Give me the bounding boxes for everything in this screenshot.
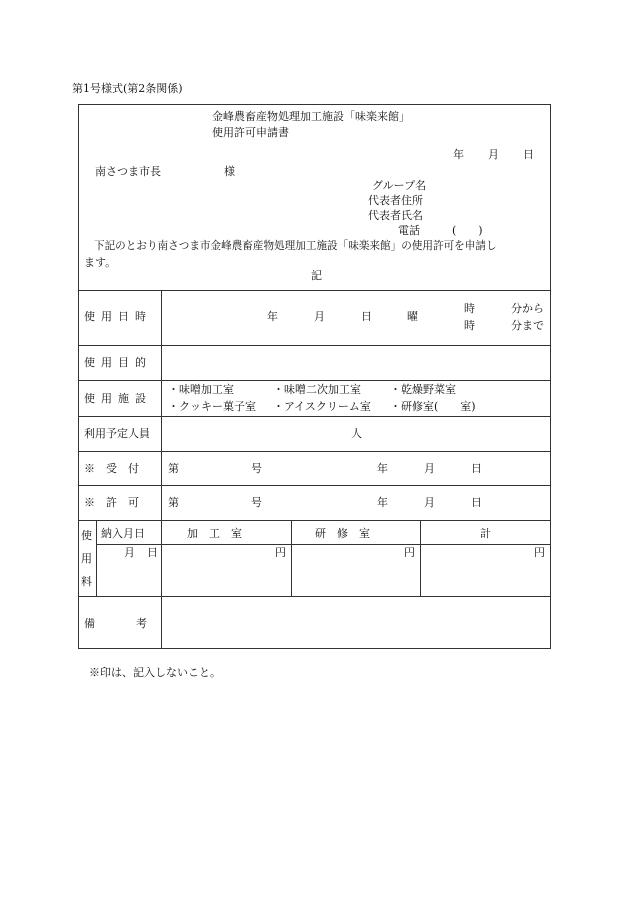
permission-dai: 第 [168, 496, 179, 509]
planned-users-label: 利用予定人員 [84, 427, 150, 440]
total-header: 計 [480, 527, 491, 540]
permission-year: 年 [377, 496, 388, 509]
remarks-field[interactable] [162, 597, 550, 648]
facility-option-cookie[interactable]: ・クッキー菓子室 [168, 400, 256, 413]
fee-side-divider [96, 520, 97, 596]
facility-option-training-room[interactable]: ・研修室( 室) [390, 400, 476, 413]
label-column-divider [161, 290, 162, 649]
training-room-yen[interactable]: 円 [404, 546, 415, 559]
fee-processing-divider [291, 520, 292, 596]
application-body-line1: 下記のとおり南さつま市金峰農畜産物処理加工施設「味楽来館」の使用許可を申請し [94, 240, 497, 252]
fee-side-label-1: 使 [81, 529, 92, 542]
rule-fee-header [96, 544, 551, 545]
addressee: 南さつま市長 [95, 165, 161, 178]
group-name-label: グループ名 [372, 179, 427, 192]
footnote: ※印は、記入しないこと。 [89, 666, 221, 679]
usage-purpose-field[interactable] [162, 346, 550, 379]
rule-under-purpose [78, 380, 551, 381]
application-body-line2: ます。 [84, 256, 117, 269]
form-number: 第1号様式(第2条関係) [72, 82, 183, 95]
phone-parens[interactable]: ( ) [452, 224, 483, 237]
permission-label: ※ 許 可 [84, 496, 139, 509]
rule-under-facility [78, 416, 551, 417]
payment-month[interactable]: 月 [124, 546, 135, 559]
reception-year: 年 [377, 462, 388, 475]
usage-datetime-label: 使用日時 [84, 310, 152, 323]
rule-under-header [78, 290, 551, 291]
fee-training-divider [420, 520, 421, 596]
rule-under-permission [78, 520, 551, 521]
permission-go: 号 [251, 496, 262, 509]
fee-side-label-3: 料 [81, 575, 92, 588]
remarks-label: 備 考 [84, 617, 149, 630]
fee-side-label-2: 用 [81, 552, 92, 565]
usage-hour-from-field[interactable]: 時 [464, 302, 475, 315]
date-year-field[interactable]: 年 [453, 148, 464, 161]
facility-option-miso-secondary[interactable]: ・味噌二次加工室 [273, 383, 361, 396]
facility-option-miso[interactable]: ・味噌加工室 [168, 383, 234, 396]
permission-month: 月 [424, 496, 435, 509]
processing-room-header: 加 工 室 [187, 527, 242, 540]
usage-facility-label: 使用施設 [84, 392, 152, 405]
usage-purpose-label: 使用目的 [84, 356, 152, 369]
processing-room-yen[interactable]: 円 [275, 546, 286, 559]
rule-under-reception [78, 485, 551, 486]
form-title-line2: 使用許可申請書 [212, 126, 289, 139]
reception-dai: 第 [168, 462, 179, 475]
rule-under-users [78, 451, 551, 452]
training-room-header: 研 修 室 [315, 527, 370, 540]
rep-address-label: 代表者住所 [368, 194, 423, 207]
usage-minute-to-field[interactable]: 分まで [511, 319, 544, 332]
usage-weekday-field[interactable]: 曜 [407, 310, 418, 323]
usage-year-field[interactable]: 年 [267, 310, 278, 323]
usage-hour-to-field[interactable]: 時 [464, 319, 475, 332]
ki-heading: 記 [311, 269, 322, 282]
payment-day[interactable]: 日 [147, 546, 158, 559]
usage-month-field[interactable]: 月 [314, 310, 325, 323]
usage-day-field[interactable]: 日 [361, 310, 372, 323]
form-title-line1: 金峰農畜産物処理加工施設「味楽来館」 [212, 110, 410, 123]
payment-date-header: 納入月日 [101, 527, 145, 540]
date-month-field[interactable]: 月 [488, 148, 499, 161]
reception-label: ※ 受 付 [84, 462, 139, 475]
reception-go: 号 [251, 462, 262, 475]
rep-name-label: 代表者氏名 [368, 209, 423, 222]
total-yen[interactable]: 円 [534, 546, 545, 559]
reception-day: 日 [471, 462, 482, 475]
reception-month: 月 [424, 462, 435, 475]
usage-minute-from-field[interactable]: 分から [511, 302, 544, 315]
facility-option-ice-cream[interactable]: ・アイスクリーム室 [273, 400, 371, 413]
phone-label: 電話 [398, 224, 420, 237]
date-day-field[interactable]: 日 [523, 148, 534, 161]
planned-users-unit[interactable]: 人 [351, 427, 362, 440]
facility-option-dried-vegetables[interactable]: ・乾燥野菜室 [390, 383, 456, 396]
addressee-honorific: 様 [224, 165, 235, 178]
permission-day: 日 [471, 496, 482, 509]
